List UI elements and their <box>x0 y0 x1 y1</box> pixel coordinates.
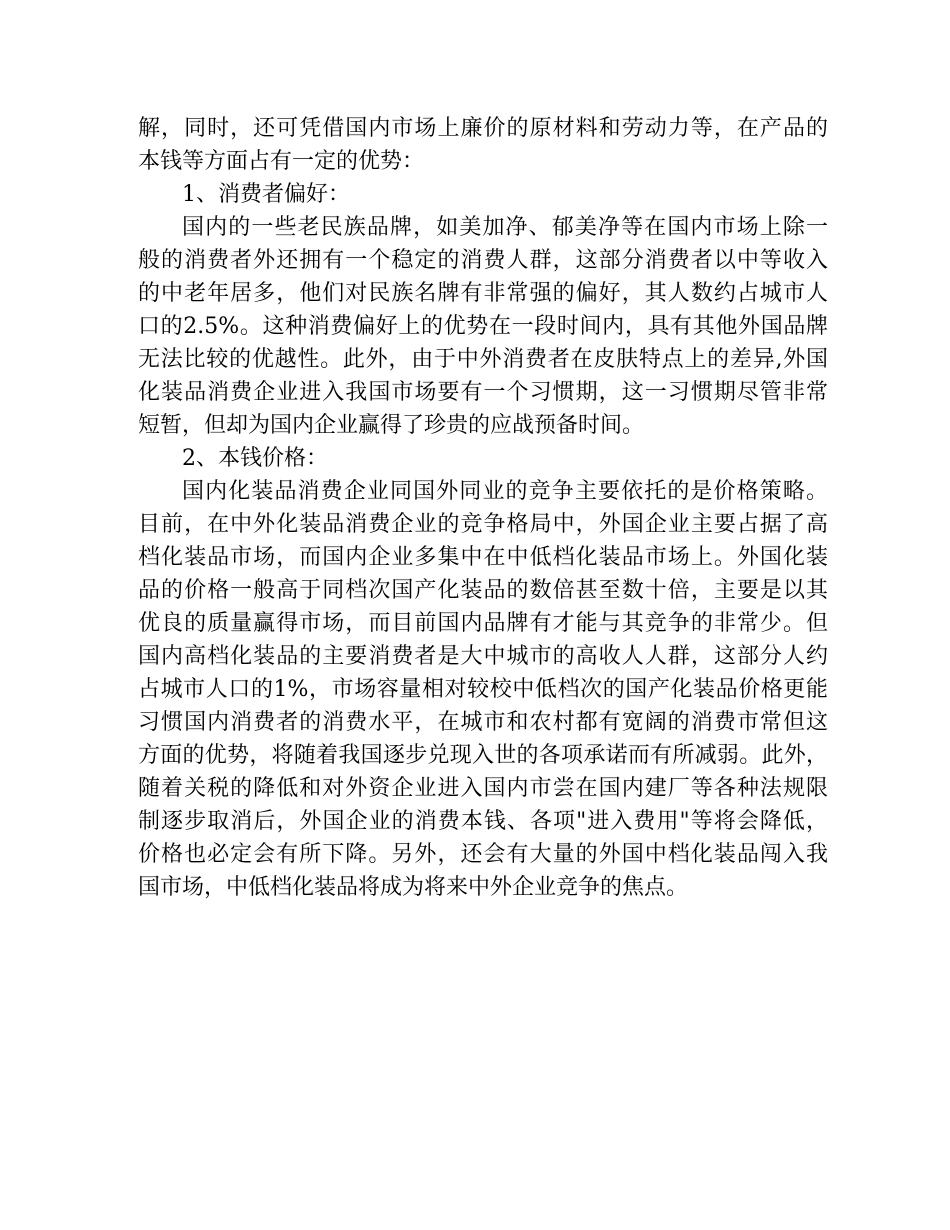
section-heading-consumer-preference: 1、消费者偏好： <box>182 182 350 207</box>
text-line: 习惯国内消费者的消费水平，在城市和农村都有宽阔的消费市常但这 <box>138 710 828 735</box>
text-line: 国内化装品消费企业同国外同业的竞争主要依托的是价格策略。 <box>182 479 828 504</box>
document-page <box>138 112 828 904</box>
text-line: 无法比较的优越性。此外，由于中外消费者在皮肤特点上的差异,外国 <box>138 347 828 372</box>
text-line: 的中老年居多，他们对民族名牌有非常强的偏好，其人数约占城市人 <box>138 281 828 306</box>
text-line: 国内高档化装品的主要消费者是大中城市的高收人人群，这部分人约 <box>138 644 828 669</box>
text-line: 随着关税的降低和对外资企业进入国内市尝在国内建厂等各种法规限 <box>138 776 828 801</box>
text-line: 口的2.5%。这种消费偏好上的优势在一段时间内，具有其他外国品牌 <box>138 314 828 339</box>
text-line: 占城市人口的1%，市场容量相对较校中低档次的国产化装品价格更能 <box>138 677 828 702</box>
text-line: 制逐步取消后，外国企业的消费本钱、各项"进入费用"等将会降低， <box>138 809 828 834</box>
text-line: 般的消费者外还拥有一个稳定的消费人群，这部分消费者以中等收入 <box>138 248 828 273</box>
text-line: 档化装品市场，而国内企业多集中在中低档化装品市场上。外国化装 <box>138 545 828 570</box>
text-line: 方面的优势，将随着我国逐步兑现入世的各项承诺而有所减弱。此外， <box>138 743 828 768</box>
text-line: 化装品消费企业进入我国市场要有一个习惯期，这一习惯期尽管非常 <box>138 380 828 405</box>
text-line: 解，同时，还可凭借国内市场上廉价的原材料和劳动力等，在产品的 <box>138 116 828 141</box>
section-heading-cost-price: 2、本钱价格： <box>182 446 328 471</box>
text-line: 国市场，中低档化装品将成为将来中外企业竞争的焦点。 <box>138 875 689 900</box>
text-line: 品的价格一般高于同档次国产化装品的数倍甚至数十倍，主要是以其 <box>138 578 828 603</box>
text-line: 目前，在中外化装品消费企业的竞争格局中，外国企业主要占据了高 <box>138 512 828 537</box>
text-line: 优良的质量赢得市场，而目前国内品牌有才能与其竞争的非常少。但 <box>138 611 828 636</box>
text-line: 短暂，但却为国内企业赢得了珍贵的应战预备时间。 <box>138 413 645 438</box>
text-line: 国内的一些老民族品牌，如美加净、郁美净等在国内市场上除一 <box>182 215 828 240</box>
text-line: 价格也必定会有所下降。另外，还会有大量的外国中档化装品闯入我 <box>138 842 828 867</box>
text-line: 本钱等方面占有一定的优势： <box>138 149 425 174</box>
